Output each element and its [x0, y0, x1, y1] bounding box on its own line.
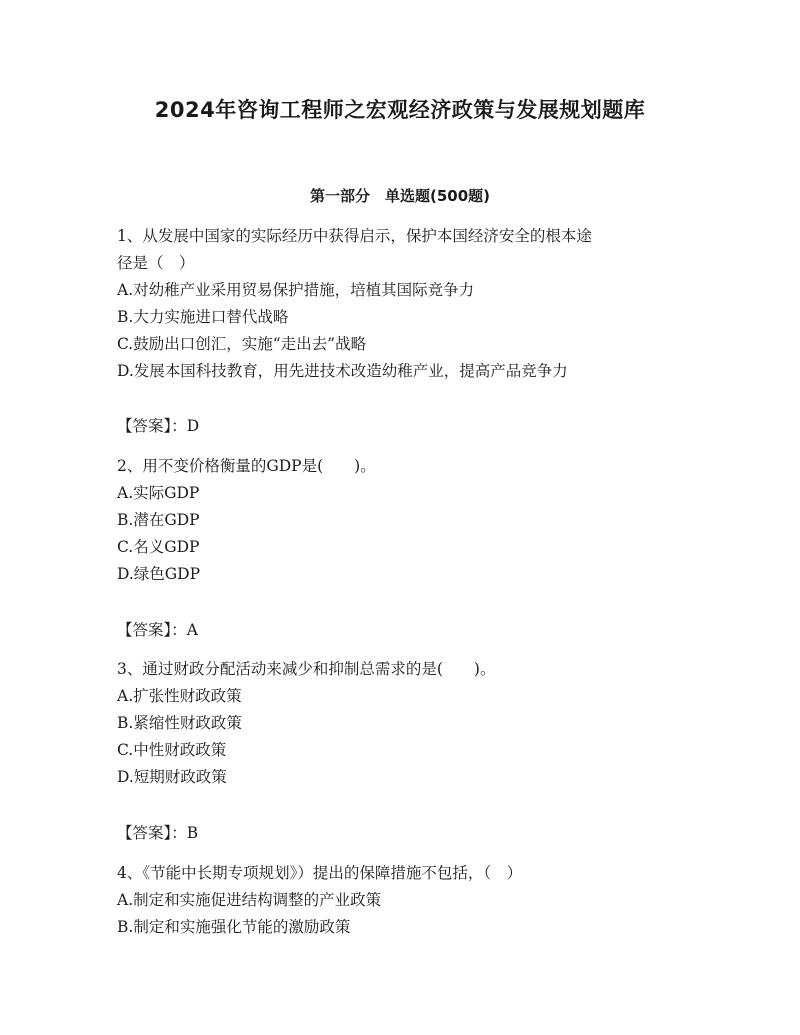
question-1-answer: 【答案】：D	[117, 417, 200, 435]
question-1-option-a: A.对幼稚产业采用贸易保护措施，培植其国际竞争力	[117, 281, 475, 299]
question-2-stem: 2、用不变价格衡量的GDP是( )。	[117, 457, 376, 475]
question-2-answer: 【答案】：A	[117, 621, 198, 639]
question-4-option-a: A.制定和实施促进结构调整的产业政策	[117, 891, 382, 909]
question-1-stem: 1、从发展中国家的实际经历中获得启示，保护本国经济安全的根本途	[117, 227, 592, 245]
question-3-answer: 【答案】：B	[117, 824, 199, 842]
question-3-option-b: B.紧缩性财政政策	[117, 714, 242, 732]
question-1-option-d: D.发展本国科技教育，用先进技术改造幼稚产业，提高产品竞争力	[117, 362, 568, 380]
question-2-option-c: C.名义GDP	[117, 538, 200, 556]
question-3-option-c: C.中性财政政策	[117, 741, 227, 759]
question-4-stem: 4、《节能中长期专项规划》）提出的保障措施不包括，（ ）	[117, 864, 523, 882]
section-title: 第一部分 单选题(500题)	[309, 187, 491, 205]
question-2-option-a: A.实际GDP	[117, 484, 200, 502]
question-3-option-a: A.扩张性财政政策	[117, 687, 242, 705]
question-1-option-c: C.鼓励出口创汇，实施“走出去”战略	[117, 335, 367, 353]
question-1-option-b: B.大力实施进口替代战略	[117, 308, 289, 326]
question-3-option-d: D.短期财政政策	[117, 768, 227, 786]
document-title: 2024年咨询工程师之宏观经济政策与发展规划题库	[154, 98, 646, 122]
question-2-option-d: D.绿色GDP	[117, 565, 201, 583]
question-2-option-b: B.潜在GDP	[117, 511, 200, 529]
question-4-option-b: B.制定和实施强化节能的激励政策	[117, 918, 351, 936]
question-3-stem: 3、通过财政分配活动来减少和抑制总需求的是( )。	[117, 660, 496, 678]
question-1-stem-cont: 径是（ ）	[117, 254, 195, 272]
